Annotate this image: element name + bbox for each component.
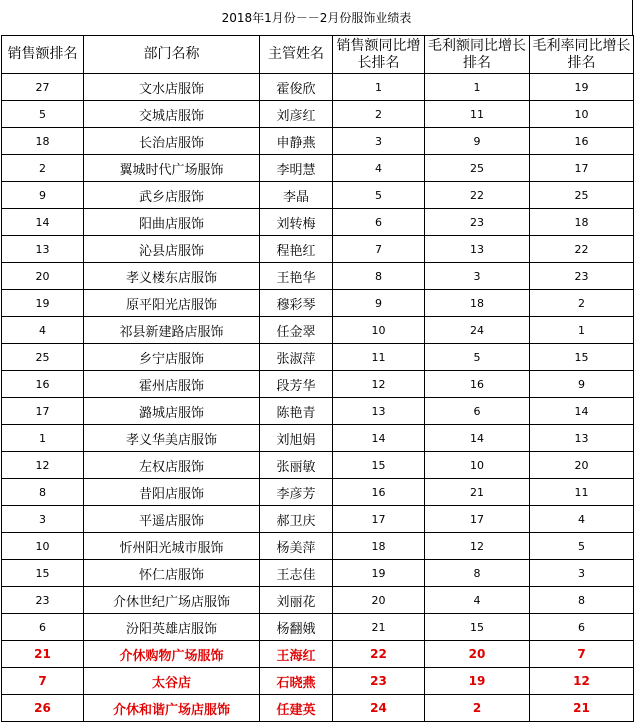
- cell-sales-rank[interactable]: 6: [2, 614, 84, 641]
- cell-sales-growth-rank[interactable]: 17: [333, 506, 425, 533]
- cell-profit-growth-rank[interactable]: 21: [425, 479, 530, 506]
- cell-sales-rank[interactable]: 1: [2, 425, 84, 452]
- cell-manager[interactable]: 霍俊欣: [260, 74, 333, 101]
- cell-manager[interactable]: 石晓燕: [260, 668, 333, 695]
- cell-margin-growth-rank[interactable]: 10: [530, 101, 634, 128]
- cell-sales-growth-rank[interactable]: 21: [333, 614, 425, 641]
- cell-sales-rank[interactable]: 13: [2, 236, 84, 263]
- table-row: [2, 614, 634, 641]
- cell-sales-rank[interactable]: 19: [2, 290, 84, 317]
- cell-margin-growth-rank[interactable]: 23: [530, 263, 634, 290]
- cell-profit-growth-rank[interactable]: 9: [425, 128, 530, 155]
- cell-margin-growth-rank[interactable]: 17: [530, 155, 634, 182]
- cell-department[interactable]: 左权店服饰: [84, 452, 260, 479]
- table-row: [2, 668, 634, 695]
- cell-manager[interactable]: 王艳华: [260, 263, 333, 290]
- cell-sales-rank[interactable]: 9: [2, 182, 84, 209]
- cell-profit-growth-rank[interactable]: 15: [425, 614, 530, 641]
- cell-manager[interactable]: 李晶: [260, 182, 333, 209]
- cell-department[interactable]: 沁县店服饰: [84, 236, 260, 263]
- table-row: [2, 695, 634, 722]
- cell-profit-growth-rank[interactable]: 4: [425, 587, 530, 614]
- cell-sales-growth-rank[interactable]: 23: [333, 668, 425, 695]
- table-row: [2, 371, 634, 398]
- table-row: [2, 344, 634, 371]
- cell-department[interactable]: 长治店服饰: [84, 128, 260, 155]
- cell-margin-growth-rank[interactable]: 20: [530, 452, 634, 479]
- cell-profit-growth-rank[interactable]: 16: [425, 371, 530, 398]
- cell-profit-growth-rank[interactable]: 10: [425, 452, 530, 479]
- table-body: [2, 74, 634, 722]
- cell-department[interactable]: 祁县新建路店服饰: [84, 317, 260, 344]
- cell-margin-growth-rank[interactable]: 22: [530, 236, 634, 263]
- cell-sales-growth-rank[interactable]: 20: [333, 587, 425, 614]
- cell-profit-growth-rank[interactable]: 22: [425, 182, 530, 209]
- header-sales-growth-rank[interactable]: 销售额同比增长排名: [333, 36, 425, 74]
- cell-profit-growth-rank[interactable]: 18: [425, 290, 530, 317]
- cell-manager[interactable]: 李彦芳: [260, 479, 333, 506]
- cell-profit-growth-rank[interactable]: 12: [425, 533, 530, 560]
- cell-sales-growth-rank[interactable]: 4: [333, 155, 425, 182]
- cell-manager[interactable]: 张丽敏: [260, 452, 333, 479]
- cell-sales-rank[interactable]: 17: [2, 398, 84, 425]
- cell-margin-growth-rank[interactable]: 6: [530, 614, 634, 641]
- cell-profit-growth-rank[interactable]: 25: [425, 155, 530, 182]
- cell-profit-growth-rank[interactable]: 17: [425, 506, 530, 533]
- cell-manager[interactable]: 王海红: [260, 641, 333, 668]
- cell-department[interactable]: 原平阳光店服饰: [84, 290, 260, 317]
- cell-margin-growth-rank[interactable]: 18: [530, 209, 634, 236]
- cell-profit-growth-rank[interactable]: 6: [425, 398, 530, 425]
- cell-sales-growth-rank[interactable]: 15: [333, 452, 425, 479]
- header-row: [2, 36, 634, 74]
- cell-profit-growth-rank[interactable]: 5: [425, 344, 530, 371]
- cell-department[interactable]: 潞城店服饰: [84, 398, 260, 425]
- cell-department[interactable]: 昔阳店服饰: [84, 479, 260, 506]
- cell-manager[interactable]: 刘彦红: [260, 101, 333, 128]
- cell-sales-growth-rank[interactable]: 8: [333, 263, 425, 290]
- table-row: [2, 398, 634, 425]
- cell-sales-rank[interactable]: 26: [2, 695, 84, 722]
- cell-sales-growth-rank[interactable]: 18: [333, 533, 425, 560]
- cell-sales-rank[interactable]: 4: [2, 317, 84, 344]
- cell-department[interactable]: 孝义华美店服饰: [84, 425, 260, 452]
- table-row: [2, 641, 634, 668]
- cell-manager[interactable]: 王志佳: [260, 560, 333, 587]
- cell-sales-rank[interactable]: 27: [2, 74, 84, 101]
- cell-manager[interactable]: 杨翻娥: [260, 614, 333, 641]
- cell-sales-growth-rank[interactable]: 19: [333, 560, 425, 587]
- table-row: [2, 290, 634, 317]
- cell-sales-rank[interactable]: 21: [2, 641, 84, 668]
- cell-sales-rank[interactable]: 3: [2, 506, 84, 533]
- cell-sales-growth-rank[interactable]: 7: [333, 236, 425, 263]
- cell-sales-growth-rank[interactable]: 16: [333, 479, 425, 506]
- performance-table: [1, 35, 634, 722]
- cell-sales-rank[interactable]: 15: [2, 560, 84, 587]
- cell-margin-growth-rank[interactable]: 19: [530, 74, 634, 101]
- cell-margin-growth-rank[interactable]: 3: [530, 560, 634, 587]
- cell-department[interactable]: 交城店服饰: [84, 101, 260, 128]
- table-row: [2, 74, 634, 101]
- header-department[interactable]: 部门名称: [84, 36, 260, 74]
- cell-sales-growth-rank[interactable]: 9: [333, 290, 425, 317]
- table-row: [2, 506, 634, 533]
- header-manager[interactable]: 主管姓名: [260, 36, 333, 74]
- cell-profit-growth-rank[interactable]: 2: [425, 695, 530, 722]
- table-row: [2, 182, 634, 209]
- cell-manager[interactable]: 段芳华: [260, 371, 333, 398]
- cell-profit-growth-rank[interactable]: 8: [425, 560, 530, 587]
- cell-sales-growth-rank[interactable]: 1: [333, 74, 425, 101]
- cell-department[interactable]: 怀仁店服饰: [84, 560, 260, 587]
- cell-manager[interactable]: 刘丽花: [260, 587, 333, 614]
- table-row: [2, 236, 634, 263]
- cell-manager[interactable]: 刘旭娟: [260, 425, 333, 452]
- cell-margin-growth-rank[interactable]: 9: [530, 371, 634, 398]
- cell-sales-growth-rank[interactable]: 24: [333, 695, 425, 722]
- cell-manager[interactable]: 程艳红: [260, 236, 333, 263]
- table-row: [2, 128, 634, 155]
- header-margin-growth-rank[interactable]: 毛利率同比增长排名: [530, 36, 634, 74]
- cell-margin-growth-rank[interactable]: 13: [530, 425, 634, 452]
- cell-department[interactable]: 乡宁店服饰: [84, 344, 260, 371]
- cell-sales-rank[interactable]: 23: [2, 587, 84, 614]
- table-row: [2, 263, 634, 290]
- cell-profit-growth-rank[interactable]: 11: [425, 101, 530, 128]
- table-row: [2, 533, 634, 560]
- cell-margin-growth-rank[interactable]: 8: [530, 587, 634, 614]
- cell-profit-growth-rank[interactable]: 14: [425, 425, 530, 452]
- header-sales-rank[interactable]: 销售额排名: [2, 36, 84, 74]
- table-row: [2, 425, 634, 452]
- cell-margin-growth-rank[interactable]: 15: [530, 344, 634, 371]
- header-profit-growth-rank[interactable]: 毛利额同比增长排名: [425, 36, 530, 74]
- cell-sales-rank[interactable]: 25: [2, 344, 84, 371]
- cell-manager[interactable]: 刘转梅: [260, 209, 333, 236]
- table-title: 2018年1月份－－2月份服饰业绩表: [1, 0, 633, 35]
- cell-sales-growth-rank[interactable]: 22: [333, 641, 425, 668]
- cell-sales-rank[interactable]: 2: [2, 155, 84, 182]
- cell-profit-growth-rank[interactable]: 1: [425, 74, 530, 101]
- cell-department[interactable]: 文水店服饰: [84, 74, 260, 101]
- cell-manager[interactable]: 陈艳青: [260, 398, 333, 425]
- cell-margin-growth-rank[interactable]: 16: [530, 128, 634, 155]
- cell-profit-growth-rank[interactable]: 24: [425, 317, 530, 344]
- cell-sales-growth-rank[interactable]: 2: [333, 101, 425, 128]
- cell-department[interactable]: 霍州店服饰: [84, 371, 260, 398]
- cell-margin-growth-rank[interactable]: 4: [530, 506, 634, 533]
- cell-manager[interactable]: 穆彩琴: [260, 290, 333, 317]
- cell-manager[interactable]: 李明慧: [260, 155, 333, 182]
- cell-margin-growth-rank[interactable]: 5: [530, 533, 634, 560]
- cell-department[interactable]: 孝义楼东店服饰: [84, 263, 260, 290]
- cell-profit-growth-rank[interactable]: 23: [425, 209, 530, 236]
- cell-sales-growth-rank[interactable]: 13: [333, 398, 425, 425]
- cell-sales-rank[interactable]: 5: [2, 101, 84, 128]
- cell-sales-growth-rank[interactable]: 6: [333, 209, 425, 236]
- cell-manager[interactable]: 张淑萍: [260, 344, 333, 371]
- cell-margin-growth-rank[interactable]: 21: [530, 695, 634, 722]
- cell-margin-growth-rank[interactable]: 14: [530, 398, 634, 425]
- cell-department[interactable]: 翼城时代广场服饰: [84, 155, 260, 182]
- cell-department[interactable]: 武乡店服饰: [84, 182, 260, 209]
- cell-manager[interactable]: 申静燕: [260, 128, 333, 155]
- cell-profit-growth-rank[interactable]: 19: [425, 668, 530, 695]
- cell-margin-growth-rank[interactable]: 1: [530, 317, 634, 344]
- cell-department[interactable]: 太谷店: [84, 668, 260, 695]
- cell-department[interactable]: 阳曲店服饰: [84, 209, 260, 236]
- cell-department[interactable]: 忻州阳光城市服饰: [84, 533, 260, 560]
- cell-manager[interactable]: 任金翠: [260, 317, 333, 344]
- cell-profit-growth-rank[interactable]: 13: [425, 236, 530, 263]
- cell-sales-rank[interactable]: 18: [2, 128, 84, 155]
- table-row: [2, 317, 634, 344]
- cell-margin-growth-rank[interactable]: 12: [530, 668, 634, 695]
- cell-sales-rank[interactable]: 16: [2, 371, 84, 398]
- cell-sales-growth-rank[interactable]: 12: [333, 371, 425, 398]
- cell-profit-growth-rank[interactable]: 20: [425, 641, 530, 668]
- cell-sales-growth-rank[interactable]: 5: [333, 182, 425, 209]
- cell-sales-growth-rank[interactable]: 10: [333, 317, 425, 344]
- table-row: [2, 101, 634, 128]
- table-row: [2, 587, 634, 614]
- cell-margin-growth-rank[interactable]: 11: [530, 479, 634, 506]
- cell-margin-growth-rank[interactable]: 7: [530, 641, 634, 668]
- cell-sales-rank[interactable]: 10: [2, 533, 84, 560]
- table-row: [2, 209, 634, 236]
- table-row: [2, 452, 634, 479]
- table-row: [2, 155, 634, 182]
- cell-sales-rank[interactable]: 7: [2, 668, 84, 695]
- cell-department[interactable]: 介休和谐广场店服饰: [84, 695, 260, 722]
- cell-department[interactable]: 介休购物广场服饰: [84, 641, 260, 668]
- cell-sales-growth-rank[interactable]: 11: [333, 344, 425, 371]
- cell-department[interactable]: 汾阳英雄店服饰: [84, 614, 260, 641]
- cell-sales-growth-rank[interactable]: 3: [333, 128, 425, 155]
- cell-margin-growth-rank[interactable]: 2: [530, 290, 634, 317]
- table-row: [2, 479, 634, 506]
- cell-sales-rank[interactable]: 8: [2, 479, 84, 506]
- cell-margin-growth-rank[interactable]: 25: [530, 182, 634, 209]
- cell-department[interactable]: 平遥店服饰: [84, 506, 260, 533]
- table-row: [2, 560, 634, 587]
- cell-profit-growth-rank[interactable]: 3: [425, 263, 530, 290]
- cell-department[interactable]: 介休世纪广场店服饰: [84, 587, 260, 614]
- cell-sales-rank[interactable]: 14: [2, 209, 84, 236]
- cell-manager[interactable]: 杨美萍: [260, 533, 333, 560]
- cell-sales-growth-rank[interactable]: 14: [333, 425, 425, 452]
- cell-sales-rank[interactable]: 20: [2, 263, 84, 290]
- cell-manager[interactable]: 郝卫庆: [260, 506, 333, 533]
- cell-sales-rank[interactable]: 12: [2, 452, 84, 479]
- cell-manager[interactable]: 任建英: [260, 695, 333, 722]
